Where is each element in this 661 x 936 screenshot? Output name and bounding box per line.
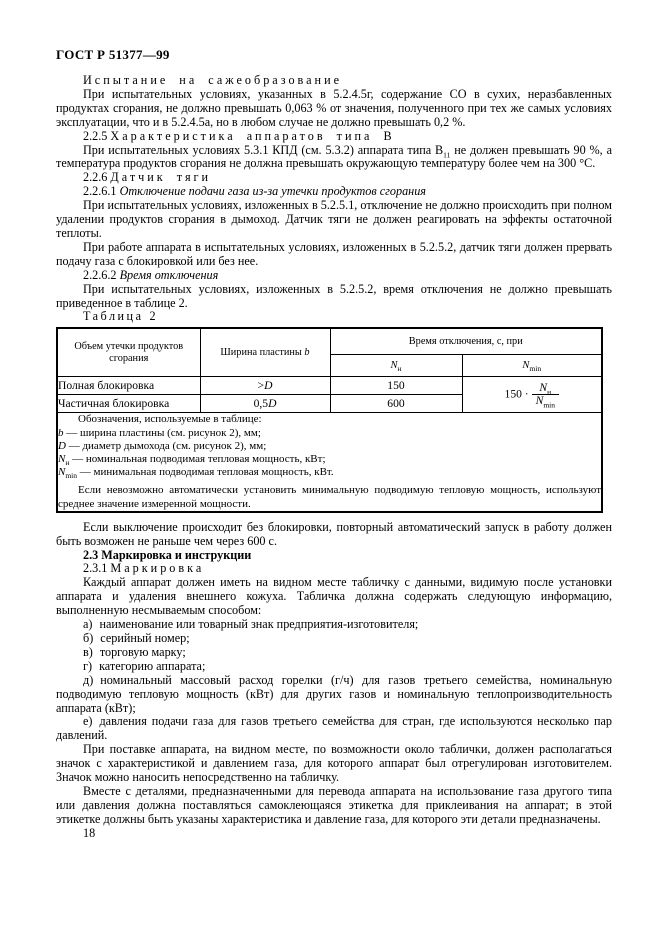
cell-formula [462, 377, 602, 413]
paragraph-restart: Если выключение происходит без блокировки, повторный автоматический запуск в работу должен быть возможен не раньше чем через 600 с. [56, 519, 612, 548]
cell-value: 0,5 [253, 396, 269, 410]
heading-number: 2.3.1 [83, 561, 108, 576]
formula-fraction [532, 381, 559, 410]
note-line-d [58, 440, 601, 453]
symbol-d: D [264, 378, 273, 392]
paragraph-co-content: При испытательных условиях, указанных в 5.2.4.5г, содержание СО в сухих, неразбавленных продуктах сгорания, не должно превышать 0,063 % от значения, полученного при тех же самых условиях эксплуатации, что и в 5.2.4.5а, но в любом случае не должно превышать 0,2 %. [56, 86, 612, 129]
list-item-a [56, 618, 612, 632]
heading-2-2-6-1 [56, 185, 612, 199]
subscript-nominal: н [547, 387, 552, 397]
list-text: категорию аппарата; [99, 658, 206, 673]
cell-plate-width [200, 377, 330, 395]
list-marker: б) [83, 630, 94, 645]
list-item-d [56, 674, 612, 716]
subscript-nominal: н [397, 363, 402, 373]
paragraph-type-b [56, 144, 612, 172]
paragraph-sticker: Вместе с деталями, предназначенными для перевода аппарата на использование газа другого типа или давления должна поставляться самоклеющаяся этикетка для приклеивания на аппарат; в этой этикетке должны быть указаны характеристика и давление газа, для которого эти детали предназначены. [56, 783, 612, 826]
symbol-b: b [58, 426, 64, 439]
heading-2-2-5 [56, 130, 612, 144]
note-text: — номинальная подводимая тепловая мощность, кВт; [69, 452, 326, 465]
cell-blocking-type: Полная блокировка [57, 377, 200, 395]
symbol-n: N [535, 394, 544, 408]
list-text: серийный номер; [100, 630, 190, 645]
fraction-numerator [532, 381, 559, 397]
note-subscript: min [65, 471, 78, 481]
list-text: торговую марку; [99, 644, 186, 659]
col-header-n-min [462, 355, 602, 377]
cell-time-nominal: 150 [330, 377, 462, 395]
notes-paragraph: Если невозможно автоматически установить минимальную подводимую тепловую мощность, используют среднее значение измеренной мощности. [58, 484, 602, 510]
fraction-denominator [532, 394, 559, 410]
heading-2-3-1 [56, 562, 612, 576]
heading-2-2-6-2 [56, 269, 612, 283]
note-subscript: н [65, 458, 70, 468]
subscript-min: min [543, 400, 555, 410]
subscript-min: min [529, 363, 542, 373]
header-text: Ширина пластины [220, 346, 305, 358]
symbol-n: N [58, 452, 66, 465]
note-line-b [58, 427, 601, 440]
symbol-b: b [304, 346, 310, 358]
heading-number: 2.2.6.1 [83, 184, 117, 199]
heading-text: Отключение подачи газа из-за утечки продуктов сгорания [119, 184, 426, 199]
paragraph-cutoff-time: При испытательных условиях, изложенных в 5.2.5.2, время отключения не должно превышать приведенное в таблице 2. [56, 281, 612, 310]
table-caption [56, 310, 612, 324]
note-line-n-nominal [58, 453, 601, 466]
cell-blocking-type: Частичная блокировка [57, 395, 200, 413]
subscript-11: 11 [443, 149, 451, 159]
heading-soot-test [56, 74, 612, 88]
col-header-plate-width [200, 328, 330, 377]
symbol-n: N [58, 466, 66, 479]
notes-title: Обозначения, используемые в таблице: [78, 413, 262, 426]
note-text: — ширина пластины (см. рисунок 2), мм; [63, 426, 261, 439]
list-text: давления подачи газа для газов третьего семейства для стран, где используются несколько пар давлений. [56, 714, 612, 743]
note-text: — минимальная подводимая тепловая мощность, кВт. [77, 466, 334, 479]
cell-plate-width [200, 395, 330, 413]
col-header-leak-volume: Объем утечки продуктов сгорания [57, 328, 200, 377]
note-line-n-min [58, 466, 601, 479]
symbol-d: D [268, 396, 277, 410]
note-text: — диаметр дымохода (см. рисунок 2), мм; [65, 439, 267, 452]
list-marker: в) [83, 644, 93, 659]
list-marker: а) [83, 617, 93, 632]
cell-value: > [257, 378, 265, 392]
paragraph-text: не должен превышать 90 %, а температура продуктов сгорания не должна превышать окружающую температуру более чем на 300 °С. [56, 142, 612, 171]
cell-time-nominal: 600 [330, 395, 462, 413]
heading-text: Датчик тяги [110, 170, 212, 185]
list-item-g [56, 660, 612, 674]
cutoff-time-table [56, 327, 603, 512]
table-caption-number: 2 [149, 309, 156, 324]
list-text: наименование или товарный знак предприятия-изготовителя; [99, 617, 419, 632]
table-header-row-1 [57, 328, 602, 355]
symbol-d: D [58, 439, 66, 452]
table-row-full-blocking [57, 377, 602, 395]
doc-code: ГОСТ Р 51377—99 [56, 47, 170, 62]
list-marker: д) [83, 672, 94, 687]
col-header-cutoff-time: Время отключения, с, при [330, 328, 602, 355]
heading-number: 2.2.5 [83, 128, 108, 143]
heading-number: 2.2.6 [83, 170, 108, 185]
heading-text: Время отключения [119, 267, 219, 282]
paragraph-text: При испытательных условиях 5.3.1 КПД (см. 5.3.2) аппарата типа В [83, 142, 444, 157]
col-header-n-nominal [330, 355, 462, 377]
table-notes [57, 413, 602, 512]
list-item-v [56, 646, 612, 660]
table-caption-label: Таблица [83, 309, 144, 324]
paragraph-badge: При поставке аппарата, на видном месте, по возможности около таблички, должен располагаться значок с характеристикой и давлением газа, для которого аппарат был отрегулирован изготовителем. Значок можно наносить непосредственно на табличку. [56, 742, 612, 785]
formula-coefficient: 150 · [504, 387, 529, 401]
page-content [56, 74, 612, 841]
heading-2-2-6 [56, 171, 612, 185]
heading-number: 2.2.6.2 [83, 267, 117, 282]
heading-2-3: 2.3 Маркировка и инструкции [83, 547, 252, 562]
paragraph-gas-cutoff: При работе аппарата в испытательных условиях, изложенных в 5.2.5.2, датчик тяги должен прервать подачу газа с блокировкой или без нее. [56, 239, 612, 268]
symbol-n: N [390, 359, 398, 371]
list-marker: г) [83, 658, 93, 673]
symbol-n: N [539, 381, 548, 395]
paragraph-draft-sensor: При испытательных условиях, изложенных в 5.2.5.1, отключение не должно происходить при полном удалении продуктов сгорания в дымоход. Датчик тяги не должен реагировать на эффекты остаточной теплоты. [56, 198, 612, 240]
paragraph-nameplate: Каждый аппарат должен иметь на видном месте табличку с данными, видимую после установки аппарата и удаления внешнего кожуха. Табличка должна содержать следующую информацию, выполненную несмываемым способом: [56, 575, 612, 618]
list-item-e [56, 715, 612, 743]
list-marker: е) [83, 714, 93, 729]
heading-text: Маркировка [110, 561, 205, 576]
symbol-n: N [522, 359, 530, 371]
list-text: номинальный массовый расход горелки (г/ч) для газов третьего семейства, номинальную подводимую тепловую мощность (кВт) для других газов и номинальную теплопроизводительность аппарата (кВт); [56, 672, 612, 715]
heading-text: Испытание на сажеобразование [83, 73, 343, 87]
page-number: 18 [83, 825, 96, 840]
list-item-b [56, 632, 612, 646]
table-notes-row [57, 413, 602, 512]
heading-text: Характеристика аппаратов типа В [110, 128, 395, 143]
